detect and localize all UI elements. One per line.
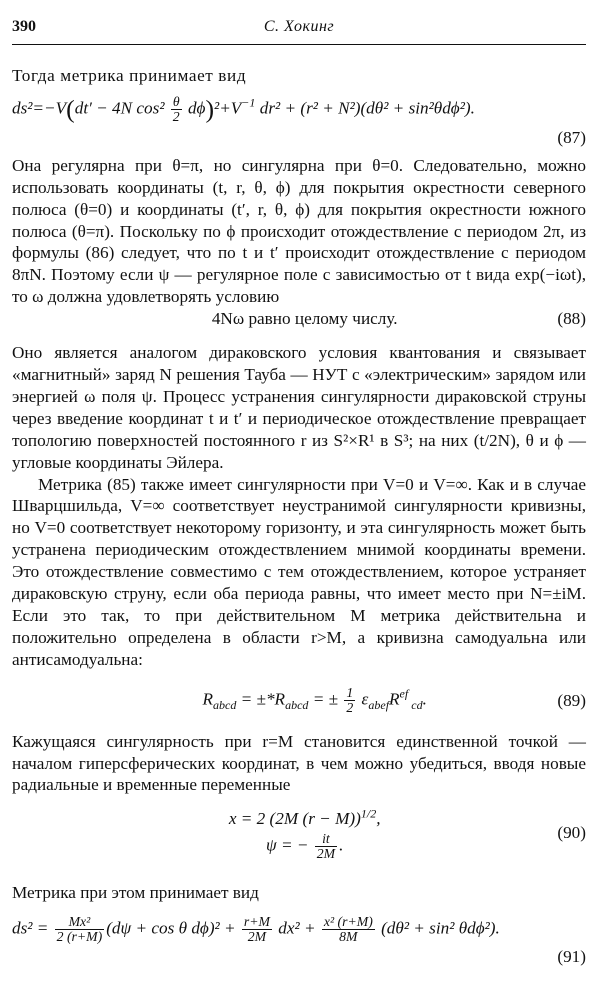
equation-88: [12, 308, 586, 330]
equation-90-number: (90): [557, 823, 586, 843]
equation-87-number: (87): [557, 127, 586, 147]
paragraph-2: Она регулярна при θ=π, но сингулярна при θ=0. Следовательно, можно использовать координаты (t, r, θ, ϕ) для покрытия окрестности северного полюса (θ=0) и координаты (t′, r, θ, ϕ) для покрытия окрестности южного полюса (θ=π). Поскольку по ϕ происходит отождествление с периодом 2π, из формулы (86) следует, что по t и t′ происходит отождествление с периодом 8πN. Поэтому если ψ — регулярное поле с зависимостью от t вида exp(−iωt), то ω должна удовлетворять условию: [12, 155, 586, 307]
equation-90: [12, 802, 586, 864]
equation-88-number: (88): [557, 309, 586, 329]
equation-91-number: (91): [557, 947, 586, 967]
paragraph-4: Метрика (85) также имеет сингулярности при V=0 и V=∞. Как и в случае Шварцшильда, V=∞ соответствует неустранимой сингулярности кривизны, но V=0 соответствует некоторому горизонту, и эта сингулярность может быть устранена периодическим отождествлением мнимой координаты времени. Это отождествление совместимо с тем отождествлением, которое устраняет дираковскую струну, если оба периода равны, что имеет место при N=±iM. Если это так, то при действительном M метрика действительна и положительно определена в области r>M, а кривизна самодуальна или антисамодуальна:: [12, 474, 586, 669]
equation-87: [12, 93, 586, 127]
page-number: 390: [12, 18, 36, 35]
equation-89-number: (89): [557, 690, 586, 710]
book-page: [0, 14, 600, 1004]
equation-91-formula: ds² = $\frac{\text{Mx²}}{2 (r+M)}$ (dψ + cos θ dϕ)² + $\frac{r+M}{2M}$ dx² + $\frac{\text{x² (r+M)}}{8M}$ (dθ² + sin² θdϕ²).: [12, 913, 500, 944]
equation-90-formula: x = 2 (2M (r − M))$^{1/2}$, ψ = − $\frac{it}{2M}$ .: [228, 806, 381, 861]
running-head: С. Хокинг: [263, 18, 335, 35]
equation-87-formula: ds²=−V(dt′ − 4N cos² $\frac{\theta}{2}$ $d\phi)^2+V^{-1}$ dr² + (r² + N²)(dθ² + sin²θdϕ²).: [12, 94, 475, 125]
paragraph-1: Тогда метрика принимает вид: [12, 66, 247, 85]
paragraph-6: Метрика при этом принимает вид: [12, 883, 259, 903]
equation-88-text: 4Nω равно целому числу.: [211, 309, 398, 329]
paragraph-5: Кажущаяся сингулярность при r=M становится единственной точкой — началом гиперсферических координат, в чем можно убедиться, вводя новые радиальные и временные переменные: [12, 731, 586, 795]
page-header: [12, 14, 586, 45]
equation-91: [12, 912, 586, 946]
equation-89: [12, 683, 586, 719]
equation-89-formula: $R_{abcd} = \pm*R_{abcd}$ = ± $\frac{1}{2}$ $\varepsilon_{abef}R^{ef}$ $_{cd}$.: [202, 685, 427, 716]
paragraph-3: Оно является аналогом дираковского условия квантования и связывает «магнитный» заряд N решения Тауба — НУТ с «электрическим» зарядом или энергией ω поля ψ. Процесс устранения сингулярности дираковской струны через введение координат t и t′ и периодическое отождествление превращает топологию поверхностей постоянного r из S²×R¹ в S³; на них (t/2N), θ и ϕ — угловые координаты Эйлера.: [12, 343, 586, 472]
